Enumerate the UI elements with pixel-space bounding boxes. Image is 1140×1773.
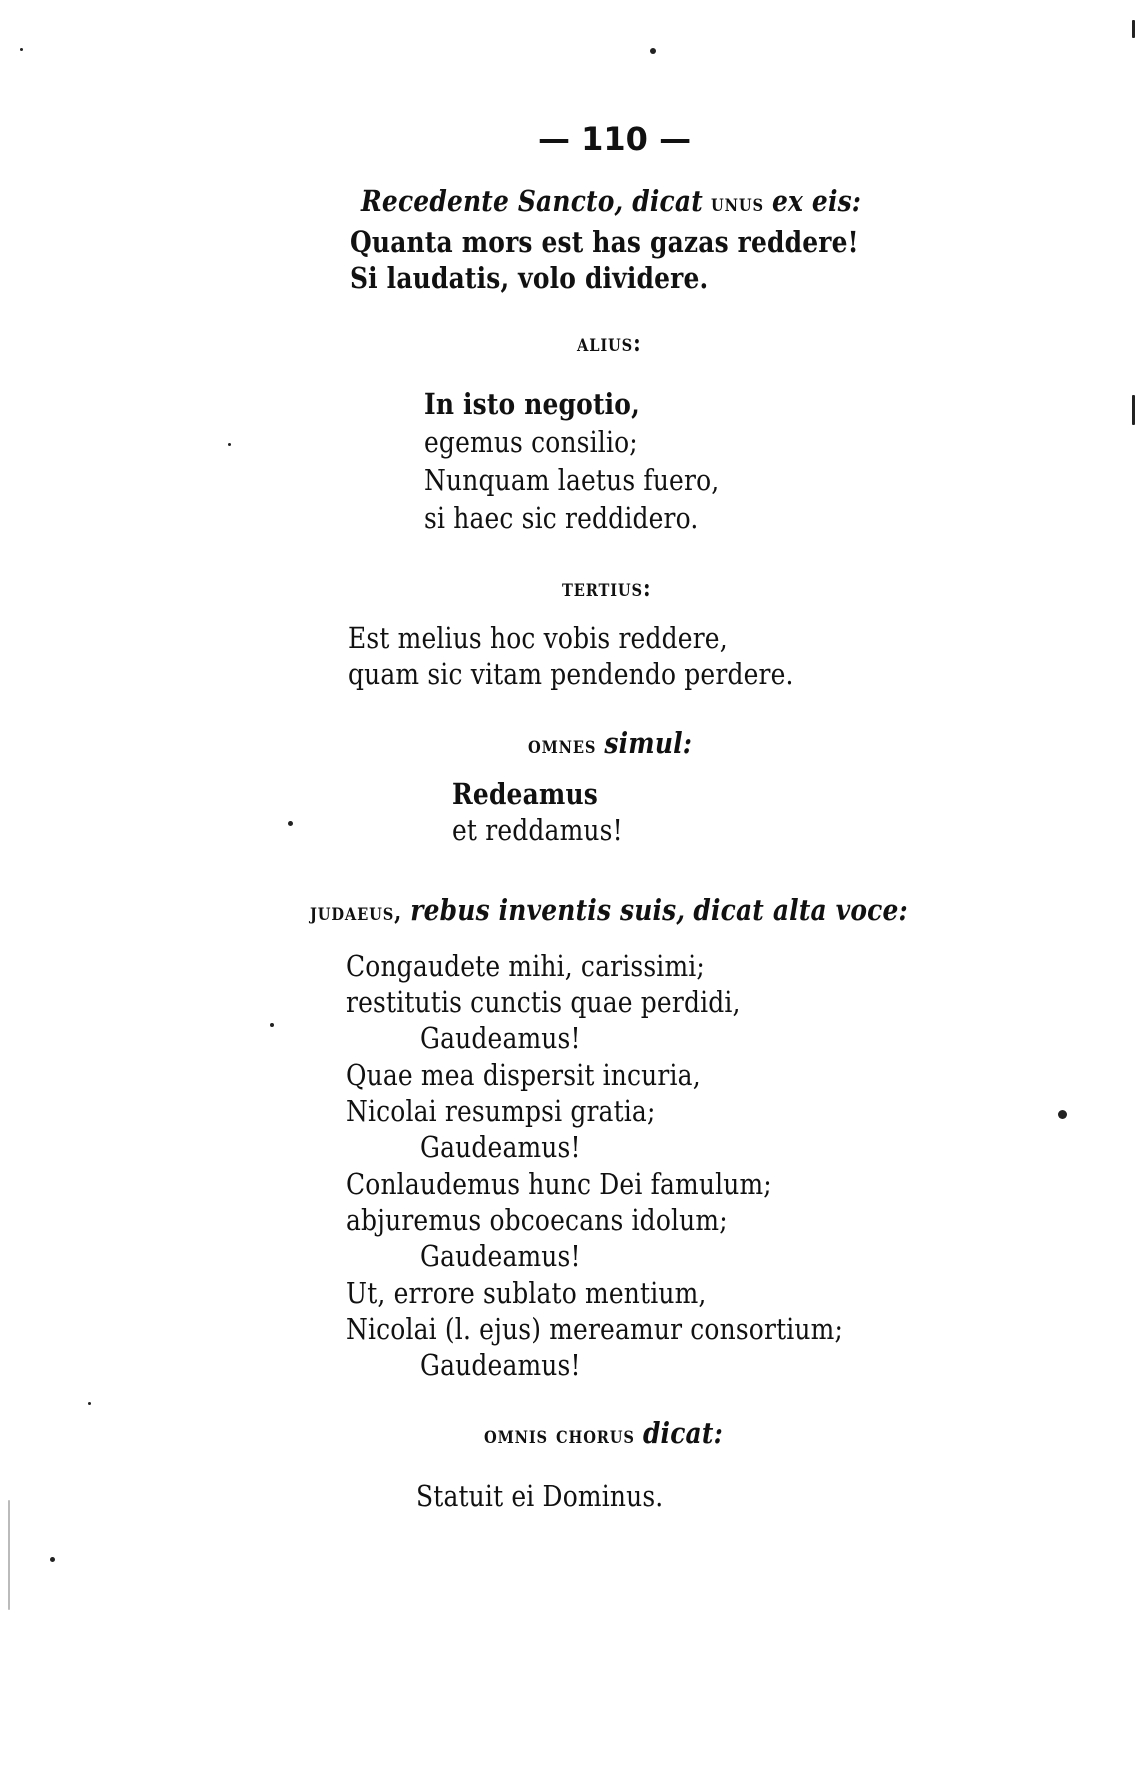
scan-speck [1058,1110,1067,1119]
scan-speck [20,48,23,51]
verse-line: Nicolai (l. ejus) mereamur consortium; [346,1312,844,1346]
verse-line: egemus consilio; [424,425,638,459]
verse-line: restitutis cunctis quae perdidi, [346,985,741,1019]
verse-line: In isto negotio, [424,387,640,421]
verse-line: Est melius hoc vobis reddere, [348,621,728,655]
verse-line: Nunquam laetus fuero, [424,463,720,497]
verse-line: Conlaudemus hunc Dei famulum; [346,1167,772,1201]
speaker-heading-omnes [528,725,692,763]
scan-edge-mark [8,1500,10,1610]
scan-speck [228,443,231,446]
verse-line: quam sic vitam pendendo perdere. [348,657,794,691]
verse-line: Si laudatis, volo dividere. [350,261,709,295]
stage-direction-2 [310,892,908,930]
refrain-line: Gaudeamus! [420,1348,581,1382]
rubric-text: Recedente Sancto, dicat [361,184,703,218]
scan-speck [50,1557,55,1562]
scan-speck [1132,20,1135,38]
final-line: Statuit ei Dominus. [416,1479,664,1513]
scan-speck [650,48,656,54]
scan-speck [88,1402,91,1405]
page-number: — 110 — [538,120,692,158]
speaker-heading-alius: alius: [577,328,642,357]
speaker-name: omnis chorus [484,1420,635,1449]
verse-line: abjuremus obcoecans idolum; [346,1203,728,1237]
scan-speck [1132,395,1135,425]
stage-direction-1 [361,183,861,221]
refrain-line: Gaudeamus! [420,1021,581,1055]
rubric-text: dicat alta voce: [693,893,908,927]
rubric-text: dicat: [642,1416,723,1450]
verse-line: Quanta mors est has gazas reddere! [350,225,859,259]
verse-line: Ut, errore sublato mentium, [346,1276,707,1310]
scan-speck [288,821,293,826]
refrain-line: Gaudeamus! [420,1239,581,1273]
refrain-line: Gaudeamus! [420,1130,581,1164]
verse-line: Nicolai resumpsi gratia; [346,1094,656,1128]
verse-line: Congaudete mihi, carissimi; [346,949,705,983]
verse-line: Redeamus [452,777,599,811]
verse-line: Quae mea dispersit incuria, [346,1058,701,1092]
speaker-name: omnes [528,730,597,759]
rubric-text: ex eis: [771,184,862,218]
scan-speck [270,1023,274,1027]
verse-line: et reddamus! [452,813,623,847]
speaker-heading-tertius: tertius: [562,573,652,602]
rubric-text: simul: [604,726,693,760]
rubric-text: rebus inventis suis, [410,893,686,927]
speaker-name: judaeus, [310,897,403,926]
verse-line: si haec sic reddidero. [424,501,699,535]
speaker-name: unus [711,188,764,217]
speaker-heading-chorus [484,1415,723,1453]
